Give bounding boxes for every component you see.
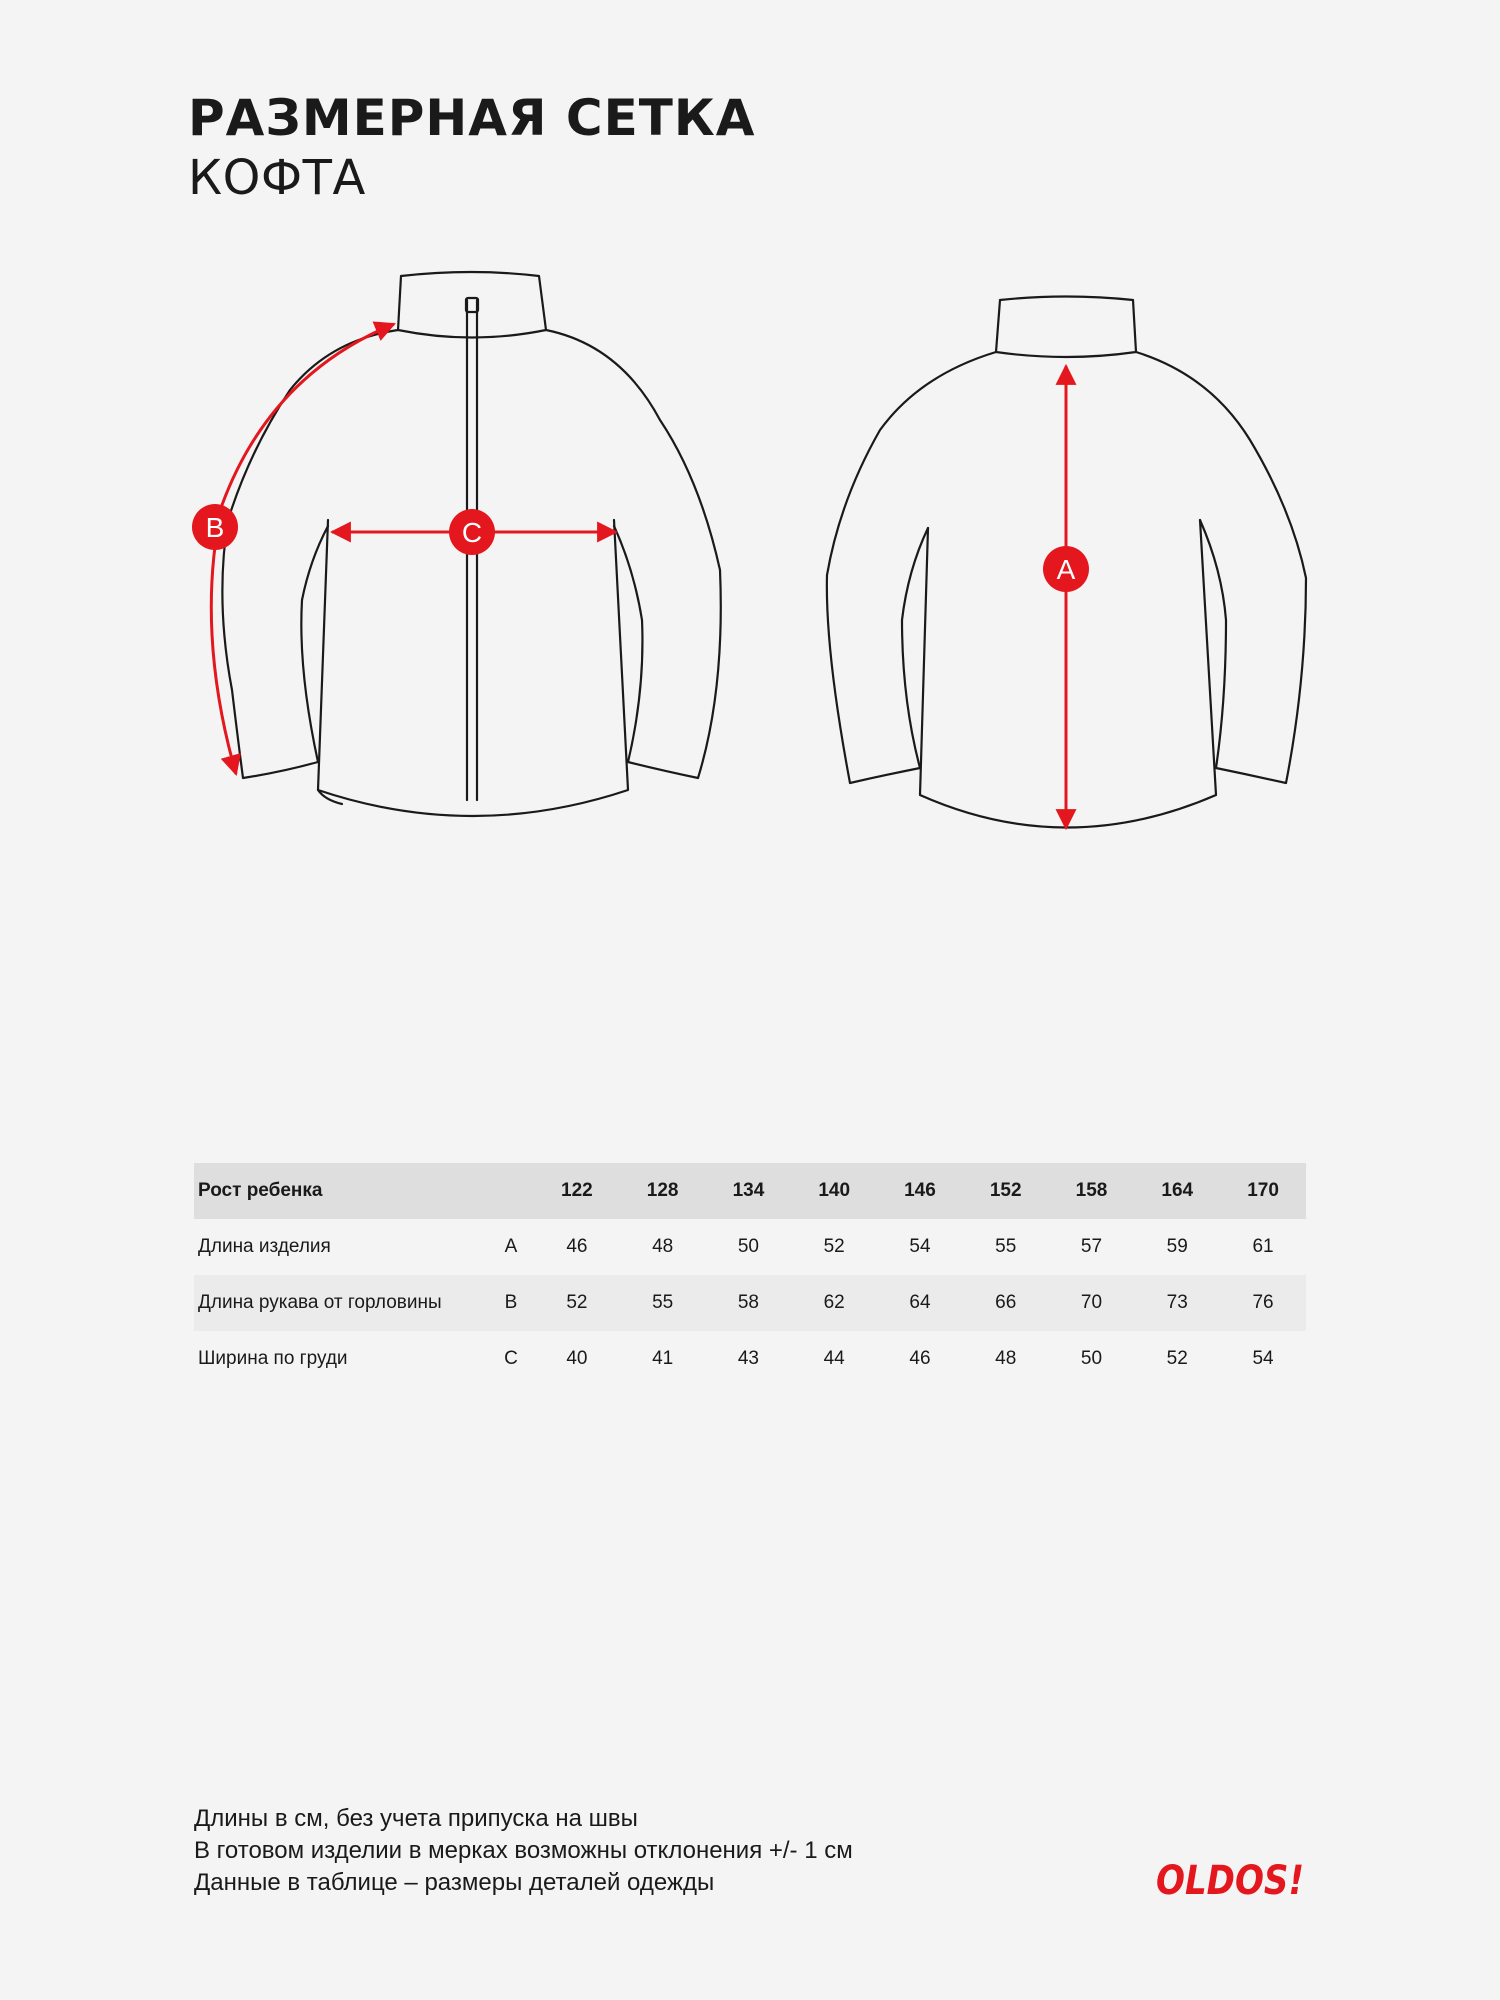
table-cell: 50 (1080, 1348, 1103, 1369)
footnotes (194, 1803, 853, 1899)
badge-c (449, 509, 495, 555)
table-cell: 41 (652, 1348, 674, 1369)
table-row (194, 1219, 1306, 1275)
page-subtitle: КОФТА (188, 150, 366, 206)
table-cell: 40 (566, 1348, 588, 1369)
table-cell: 52 (566, 1292, 588, 1313)
page-title: РАЗМЕРНАЯ СЕТКА (188, 89, 756, 147)
row-code: A (504, 1236, 518, 1257)
table-cell: 70 (1080, 1292, 1103, 1313)
badge-b-label: B (205, 512, 225, 543)
table-cell: 55 (652, 1292, 674, 1313)
header-code-spacer (488, 1163, 534, 1219)
table-cell: 62 (823, 1292, 845, 1313)
table-cell: 48 (652, 1236, 674, 1257)
header-label: Рост ребенка (198, 1180, 323, 1201)
row-code: C (504, 1348, 518, 1369)
footnote-units: Длины в см, без учета припуска на швы (194, 1805, 638, 1832)
table-cell: 55 (995, 1236, 1017, 1257)
table-cell: 61 (1252, 1236, 1274, 1257)
size-164: 164 (1161, 1180, 1194, 1201)
badge-a (1043, 546, 1089, 592)
table-cell: 48 (995, 1348, 1017, 1369)
table-cell: 54 (1252, 1348, 1274, 1369)
table-cell: 52 (1166, 1348, 1188, 1369)
size-134: 134 (732, 1180, 765, 1201)
garment-diagrams (0, 0, 1500, 900)
table-row (194, 1331, 1306, 1387)
size-170: 170 (1247, 1180, 1279, 1201)
table-cell: 46 (909, 1348, 931, 1369)
badge-a-label: A (1056, 554, 1076, 585)
badge-c-label: C (461, 517, 483, 548)
table-cell: 64 (909, 1292, 931, 1313)
table-cell: 66 (995, 1292, 1017, 1313)
footnote-tolerance: В готовом изделии в мерках возможны отклонения +/- 1 см (194, 1837, 853, 1864)
brand-logo (1154, 1850, 1308, 1902)
table-cell: 59 (1166, 1236, 1188, 1257)
row-name: Ширина по груди (198, 1348, 348, 1369)
table-cell: 43 (737, 1348, 759, 1369)
row-code: B (504, 1292, 518, 1313)
row-name: Длина рукава от горловины (198, 1292, 442, 1313)
table-cell: 52 (823, 1236, 845, 1257)
size-146: 146 (904, 1180, 936, 1201)
footnote-garment-parts: Данные в таблице – размеры деталей одежды (194, 1869, 715, 1896)
table-cell: 76 (1252, 1292, 1274, 1313)
size-152: 152 (989, 1180, 1022, 1201)
size-158: 158 (1075, 1180, 1108, 1201)
table-cell: 58 (737, 1292, 759, 1313)
table-cell: 44 (823, 1348, 845, 1369)
table-cell: 73 (1166, 1292, 1188, 1313)
brand-logo-text: OLDOS! (1156, 1858, 1304, 1904)
table-cell: 46 (566, 1236, 588, 1257)
table-cell: 50 (737, 1236, 759, 1257)
table-row (194, 1275, 1306, 1331)
table-cell: 57 (1080, 1236, 1103, 1257)
size-140: 140 (818, 1180, 851, 1201)
size-table-header-row (194, 1163, 1306, 1219)
measurement-b-arrow (211, 324, 394, 774)
size-128: 128 (646, 1180, 679, 1201)
badge-b (192, 504, 238, 550)
row-name: Длина изделия (198, 1236, 331, 1257)
size-table (194, 1163, 1306, 1387)
table-cell: 54 (909, 1236, 931, 1257)
size-122: 122 (561, 1180, 593, 1201)
